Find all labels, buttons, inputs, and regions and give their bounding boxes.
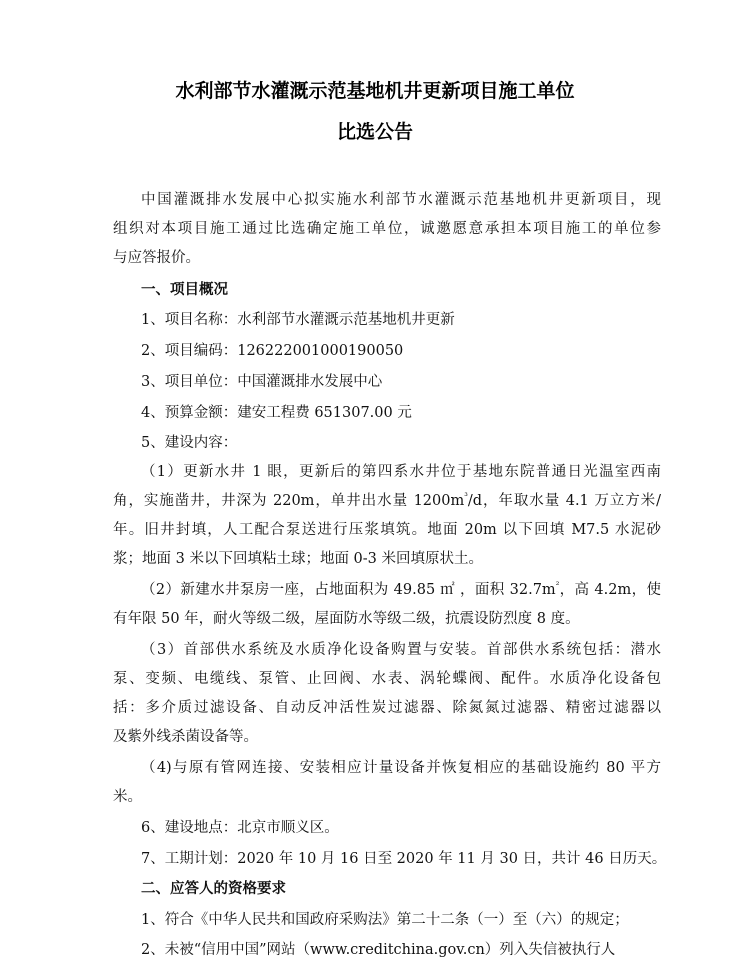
content-line: 及紫外线杀菌设备等。 [113, 729, 258, 745]
requirement-item: 1、符合《中华人民共和国政府采购法》第二十二条（一）至（六）的规定； [141, 912, 629, 928]
content-line: 有年限 50 年，耐火等级二级，屋面防水等级二级，抗震设防烈度 8 度。 [113, 611, 580, 627]
project-item: 6、建设地点：北京市顺义区。 [141, 820, 339, 836]
document-subtitle: 比选公告 [336, 121, 413, 143]
document-title: 水利部节水灌溉示范基地机井更新项目施工单位 [175, 80, 575, 102]
section-heading: 一、项目概况 [141, 282, 228, 298]
project-item: 2、项目编码：126222001000190050 [141, 343, 404, 359]
project-item: 3、项目单位：中国灌溉排水发展中心 [141, 374, 383, 390]
project-item: 7、工期计划：2020 年 10 月 16 日至 2020 年 11 月 30 日，共计 46 日历天。 [141, 851, 667, 867]
content-line: 年。旧井封填，人工配合泵送进行压浆填筑。地面 20m 以下回填 M7.5 水泥砂 [113, 522, 661, 538]
project-item: 5、建设内容： [141, 435, 238, 451]
content-line: （2）新建水井泵房一座，占地面积为 49.85 ㎡ ，面积 $32.7m^{^2}$，高 4.2m，使 [141, 581, 661, 598]
content-line: （1）更新水井 1 眼，更新后的第四系水井位于基地东院普通日光温室西南 [141, 464, 661, 480]
intro-line: 中国灌溉排水发展中心拟实施水利部节水灌溉示范基地机井更新项目，现 [141, 192, 661, 208]
requirement-item: 2、未被“信用中国”网站（www.creditchina.gov.cn）列入失信被执行人 [141, 942, 616, 958]
content-line: （3）首部供水系统及水质净化设备购置与安装。首部供水系统包括：潜水 [141, 642, 661, 658]
intro-line: 组织对本项目施工通过比选确定施工单位，诚邀愿意承担本项目施工的单位参 [113, 221, 661, 237]
content-line: 浆；地面 3 米以下回填粘土球；地面 0-3 米回填原状土。 [113, 551, 484, 567]
intro-line: 与应答报价。 [113, 250, 200, 266]
content-line: 米。 [113, 789, 142, 805]
project-item: 1、项目名称：水利部节水灌溉示范基地机井更新 [141, 312, 455, 328]
content-line: 角，实施凿井，井深为 220m，单井出水量 $1200m^{^3}/d$，年取水量 4.1 万立方米/ [113, 492, 661, 509]
content-line: 括：多介质过滤设备、自动反冲活性炭过滤器、除氮氮过滤器、精密过滤器以 [113, 700, 661, 716]
section-heading: 二、应答人的资格要求 [141, 881, 286, 897]
project-item: 4、预算金额：建安工程费 651307.00 元 [141, 405, 412, 421]
content-line: 泵、变频、电缆线、泵管、止回阀、水表、涡轮蝶阀、配件。水质净化设备包 [113, 671, 661, 687]
content-line: （4)与原有管网连接、安装相应计量设备并恢复相应的基础设施约 80 平方 [141, 760, 661, 776]
